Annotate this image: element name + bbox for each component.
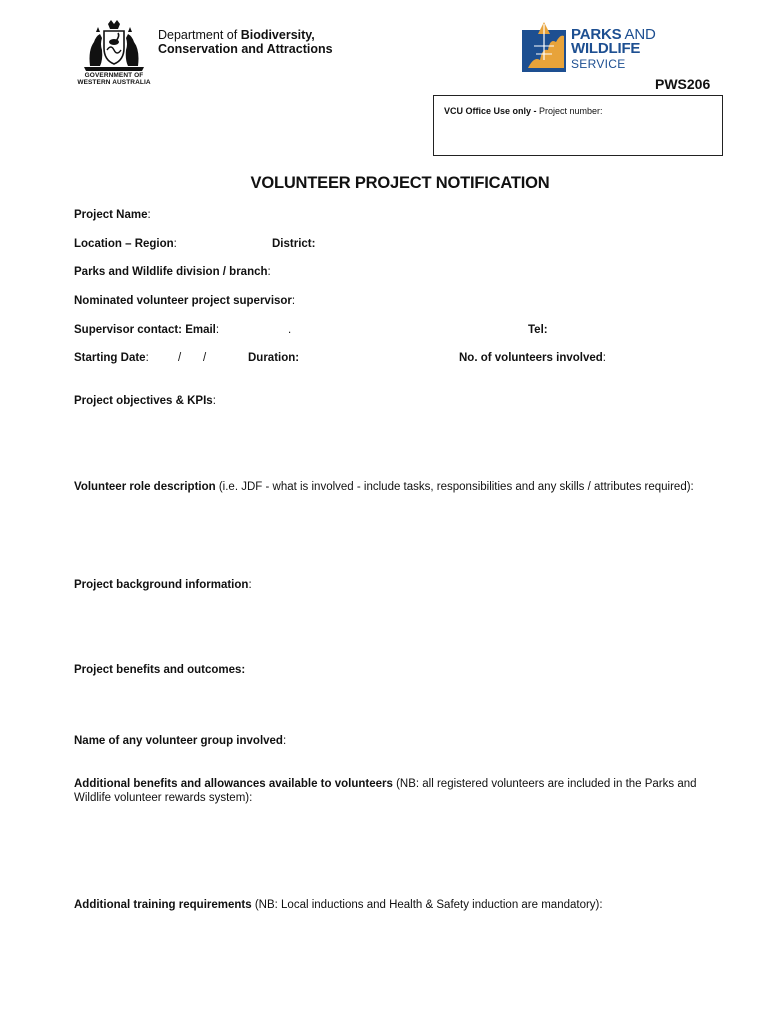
pw-wildlife: WILDLIFE [571, 40, 641, 57]
field-number-of-volunteers[interactable] [459, 352, 606, 364]
label-bold: Parks and Wildlife division / branch [74, 266, 268, 278]
section-objectives[interactable] [74, 395, 216, 407]
pw-and: AND [621, 26, 656, 43]
label-bold: Duration: [248, 352, 300, 364]
section-bold: Project benefits and outcomes: [74, 664, 246, 676]
date-separator-1: / [178, 352, 182, 364]
pw-service: SERVICE [571, 57, 626, 71]
vcu-office-box[interactable] [433, 95, 723, 156]
vcu-rest: Project number: [536, 106, 603, 116]
label-rest: : [602, 352, 606, 364]
section-rest: : [282, 735, 287, 747]
dept-bold: Biodiversity, [240, 28, 315, 42]
field-starting-date[interactable] [74, 352, 149, 364]
pw-parks: PARKS [571, 26, 622, 43]
section-rest: (NB: all registered volunteers are included in the Parks and Wildlife volunteer rewards system): [74, 778, 697, 804]
label-rest: : [215, 324, 220, 336]
date-separator-2: / [203, 352, 207, 364]
section-training[interactable] [74, 899, 603, 911]
vcu-label [444, 106, 603, 116]
section-bold: Project objectives & KPIs [74, 395, 213, 407]
field-project-name[interactable] [74, 209, 151, 221]
section-background[interactable] [74, 579, 252, 591]
label-bold: Project Name [74, 209, 148, 221]
form-code: PWS206 [655, 76, 711, 92]
email-dot: . [288, 324, 292, 336]
section-bold: Volunteer role description [74, 481, 216, 493]
label-rest: : [173, 238, 177, 250]
section-rest: (i.e. JDF - what is involved - include tasks, responsibilities and any skills / attributes required): [215, 481, 694, 493]
field-district[interactable] [272, 238, 315, 250]
label-bold: District: [272, 238, 316, 250]
page-title: VOLUNTEER PROJECT NOTIFICATION [250, 174, 550, 192]
section-bold: Additional training requirements [74, 899, 252, 911]
parks-wildlife-wordmark [571, 28, 656, 71]
field-supervisor-email[interactable] [74, 324, 219, 336]
department-name [158, 28, 333, 56]
label-bold: Nominated volunteer project supervisor [74, 295, 292, 307]
section-bold: Name of any volunteer group involved [74, 735, 283, 747]
section-rest: (NB: Local inductions and Health & Safety induction are mandatory): [251, 899, 603, 911]
field-duration[interactable] [248, 352, 299, 364]
label-bold: Location – Region [74, 238, 174, 250]
label-bold: Supervisor contact: Email [74, 324, 216, 336]
dept-prefix: Department of [158, 28, 241, 42]
label-rest: : [145, 352, 149, 364]
label-bold: Starting Date [74, 352, 146, 364]
field-tel[interactable] [528, 324, 548, 336]
label-rest: : [147, 209, 151, 221]
label-bold: Tel: [528, 324, 548, 336]
section-allowances[interactable] [74, 777, 724, 805]
section-volunteer-group[interactable] [74, 735, 286, 747]
label-rest: : [267, 266, 271, 278]
gov-line2: WESTERN AUSTRALIA [77, 79, 151, 86]
field-division-branch[interactable] [74, 266, 271, 278]
section-benefits[interactable] [74, 664, 245, 676]
section-bold: Additional benefits and allowances available to volunteers [74, 778, 393, 790]
label-rest: : [291, 295, 296, 307]
government-label [70, 72, 158, 86]
label-bold: No. of volunteers involved [459, 352, 603, 364]
dept-line2: Conservation and Attractions [158, 42, 333, 56]
section-bold: Project background information [74, 579, 249, 591]
section-rest: : [212, 395, 216, 407]
gov-line1: GOVERNMENT OF [84, 72, 144, 79]
section-rest: : [248, 579, 252, 591]
section-role-description[interactable] [74, 480, 724, 494]
field-location-region[interactable] [74, 238, 177, 250]
vcu-bold: VCU Office Use only - [444, 106, 537, 116]
field-supervisor[interactable] [74, 295, 295, 307]
wa-government-crest-logo [76, 20, 152, 72]
